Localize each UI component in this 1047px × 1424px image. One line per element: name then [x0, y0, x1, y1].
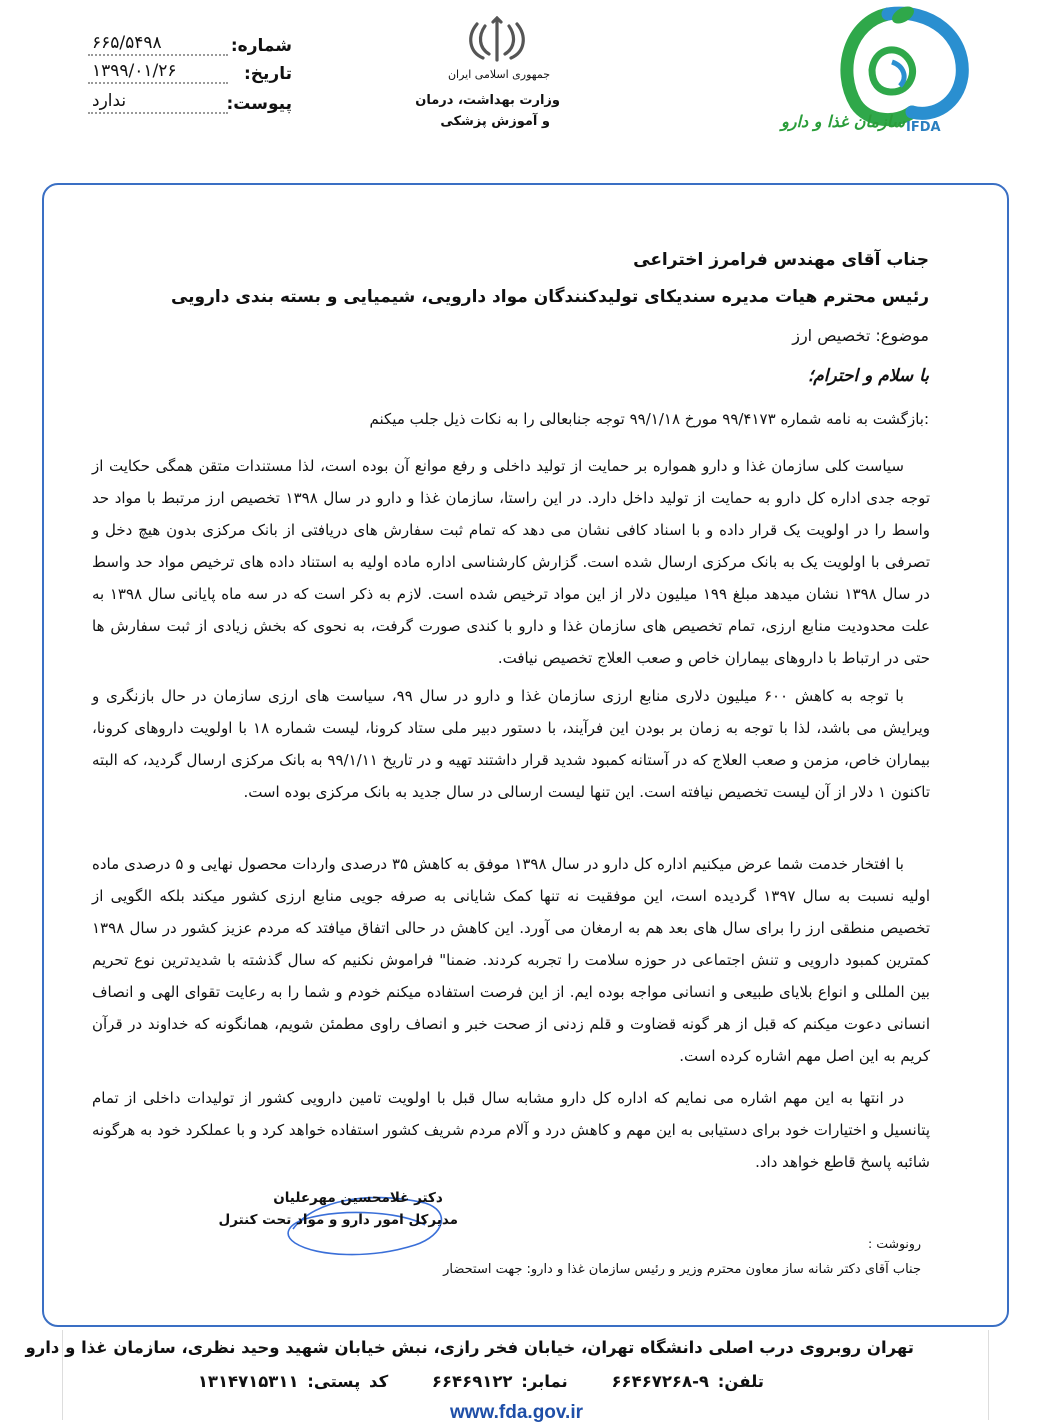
signature-title: مدیرکل امور دارو و مواد تحت کنترل	[218, 1212, 458, 1228]
ministry-line3: و آموزش پزشکی	[440, 114, 550, 129]
footer-contact	[198, 1372, 764, 1391]
paragraph-1: سیاست کلی سازمان غذا و دارو همواره بر حمایت از تولید داخلی و رفع موانع آن بوده است، لذا مستندات متقن همگی حکایت از توجه جدی اداره کل دارو به حمایت از تولید داخل دارد. در این راستا، سازمان غذا و دارو در سال ۱۳۹۸ تخصیص ارز مرتبط با مواد حد واسط را در اولویت یک قرار داده و با اسناد کافی نشان می دهد که تمام ثبت سفارش های دریافتی از بانک مرکزی بدون هیچ دخل و تصرفی با اولویت یک به بانک مرکزی ارسال شده است. گزارش کارشناسی اداره ماده اولیه به استناد داده های ترخیص مواد حد واسط در سال ۱۳۹۸ نشان میدهد مبلغ ۱۹۹ میلیون دلار از این مواد ترخیص شده است. لازم به ذکر است که در سه ماه پایانی سال ۱۳۹۸ به علت محدودیت منابع ارزی، تمام تخصیص های سازمان غذا و دارو با کندی صورت گرفت، به نحوی که بخش زیادی از ثبت سفارش ها حتی در ارتباط با داروهای بیماران خاص و صعب العلاج تخصیص نیافت.	[92, 457, 930, 667]
footer-phone: تلفن: ۹-۶۶۴۶۷۲۶۸	[611, 1372, 764, 1391]
ministry-line1: جمهوری اسلامی ایران	[447, 68, 550, 81]
addressee-title: رئیس محترم هیات مدیره سندیکای تولیدکنندگان مواد دارویی، شیمیایی و بسته بندی دارویی	[170, 287, 929, 307]
signature-block	[218, 1190, 458, 1228]
footer-fax: نمابر: ۶۶۴۶۹۱۲۲	[431, 1372, 568, 1391]
number-value: ۶۶۵/۵۴۹۸	[88, 33, 228, 56]
paragraph-4: در انتها به این مهم اشاره می نمایم که اداره کل دارو مشابه سال قبل با اولویت تامین دارویی کشور از تولیدات داخلی از تمام پتانسیل و اختیارات خود برای دستیابی به این مهم و کاهش درد و آلام مردم شریف کشور استفاده خواهد کرد و با عملکرد خود به هرگونه شائبه پاسخ قاطع خواهد داد.	[92, 1089, 930, 1171]
footer-postal-code: کد پستی: ۱۳۱۴۷۱۵۳۱۱	[197, 1372, 389, 1391]
cc-text: جناب آقای دکتر شانه ساز معاون محترم وزیر و رئیس سازمان غذا و دارو: جهت استحضار	[443, 1262, 921, 1277]
paragraph-2: با توجه به کاهش ۶۰۰ میلیون دلاری منابع ارزی سازمان غذا و دارو در سال ۹۹، سیاست های ارزی سازمان در حال بازنگری و ویرایش می باشد، لذا با توجه به زمان بر بودن این فرآیند، با دستور دبیر ملی ستاد کرونا، لیست شماره ۱۸ با اولویت داروهای کرونا، بیماران خاص، مزمن و صعب العلاج که در آستانه کمبود شدید قرار داشتند تهیه و در تاریخ ۹۹/۱/۱۱ به بانک مرکزی ارسال گردید، که البته تاکنون ۱ دلار از آن لیست تخصیص نیافته است. این تنها لیست ارسالی در سال جدید به بانک مرکزی بوده است.	[92, 687, 930, 801]
intro-line: بازگشت به نامه شماره ۹۹/۴۱۷۳ مورخ ۹۹/۱/۱۸ توجه جنابعالی را به نکات ذیل جلب میکنم:	[369, 410, 929, 428]
letter-number-row	[88, 30, 292, 56]
footer-address: تهران روبروی درب اصلی دانشگاه تهران، خیابان فخر رازی، نبش خیابان شهید وحید نظری، سازمان غذا و دارو	[25, 1338, 914, 1357]
ministry-title	[415, 18, 580, 138]
addressee-name: جناب آقای مهندس فرامرز اختراعی	[633, 250, 929, 270]
signature-name: دکتر غلامحسین مهرعلیان	[273, 1190, 443, 1206]
letter-date-row	[88, 58, 292, 84]
date-label: تاریخ:	[244, 64, 292, 84]
number-label: شماره:	[230, 36, 292, 56]
attachment-value: ندارد	[88, 91, 228, 114]
logo-abbr-text: IFDA	[906, 120, 941, 135]
ministry-line2: وزارت بهداشت، درمان	[415, 93, 560, 108]
letter-attachment-row	[88, 88, 292, 114]
paragraph-3: با افتخار خدمت شما عرض میکنیم اداره کل دارو در سال ۱۳۹۸ موفق به کاهش ۳۵ درصدی واردات محصول نهایی و ۵ درصدی ماده اولیه نسبت به سال ۱۳۹۷ گردیده است، این موفقیت نه تنها کمک شایانی به صرفه جویی منابع ارزی کشور میکند بلکه الگویی از تخصیص منطقی ارز را برای سال های بعد هم به ارمغان می آورد. این کاهش در حالی اتفاق میافتد که مردم عزیز کشور در سال ۱۳۹۸ کمترین کمبود دارویی و تنش اجتماعی در حوزه سلامت را تجربه کردند. ضمنا" فراموش نکنیم که سال گذشته با شدیدترین نوع تحریم بین المللی و انواع بلایای طبیعی و انسانی مواجه بوده ایم. از این فرصت استفاده میکنم خودم و شما را به رعایت تقوای الهی و انصاف انسانی دعوت میکنم که قبل از هر گونه قضاوت و قلم زدنی از صحت خبر و انصاف راوی مطمئن شویم، همانگونه که خداوند در قرآن کریم به این اصل مهم اشاره کرده است.	[92, 855, 931, 1065]
subject-line: موضوع: تخصیص ارز	[792, 326, 929, 345]
cc-label: رونوشت :	[868, 1236, 921, 1251]
logo-name-text: سازمان غذا و دارو	[781, 112, 905, 131]
footer-website-link[interactable]: www.fda.gov.ir	[450, 1402, 584, 1423]
date-value: ۱۳۹۹/۰۱/۲۶	[88, 61, 228, 84]
attachment-label: پیوست:	[226, 94, 292, 114]
greeting: با سلام و احترام؛	[807, 366, 929, 386]
